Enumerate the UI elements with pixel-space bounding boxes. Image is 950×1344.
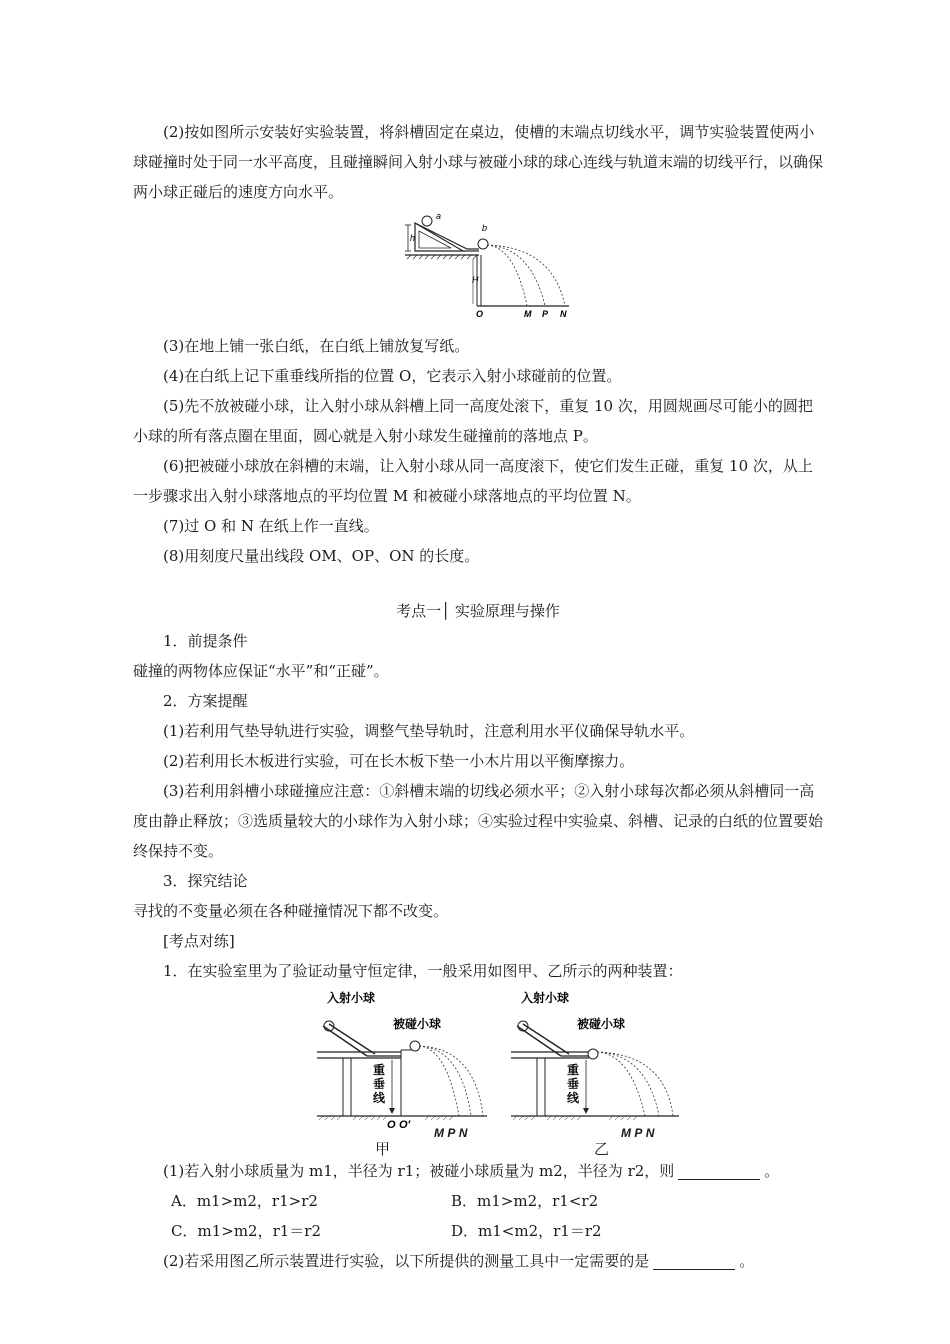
ball-a	[422, 216, 432, 226]
figure-yi	[509, 988, 684, 1128]
label-P: P	[542, 309, 549, 319]
label-h: h	[410, 233, 416, 243]
q1-part2: (2)若采用图乙所示装置进行实验，以下所提供的测量工具中一定需要的是 。	[163, 1252, 755, 1270]
yi-plumb-3: 线	[567, 1091, 580, 1105]
answer-blank-2[interactable]	[653, 1253, 735, 1270]
yi-incident-label: 入射小球	[521, 991, 570, 1005]
jia-plumb-3: 线	[373, 1091, 386, 1105]
step-5: (5)先不放被碰小球，让入射小球从斜槽上同一高度处滚下，重复 10 次，用圆规画尽可能小的圆把小球的所有落点圈在里面，圆心就是入射小球发生碰撞前的落地点 P。	[133, 397, 813, 445]
figure-jia	[315, 988, 490, 1128]
q1-stem: 1．在实验室里为了验证动量守恒定律，一般采用如图甲、乙所示的两种装置：	[163, 962, 683, 980]
sec2-item-2: (2)若利用长木板进行实验，可在长木板下垫一小木片用以平衡摩擦力。	[163, 752, 635, 770]
step-8: (8)用刻度尺量出线段 OM、OP、ON 的长度。	[163, 547, 480, 565]
setup-paragraph: (2)按如图所示安装好实验装置，将斜槽固定在桌边，使槽的末端点切线水平，调节实验装置使两小球碰撞时处于同一水平高度，且碰撞瞬间入射小球与被碰小球的球心连线与轨道末端的切线平行，以确保两小球正碰后的速度方向水平。	[133, 123, 824, 201]
label-O: O	[476, 309, 484, 319]
label-N: N	[560, 309, 567, 319]
caption-jia: 甲	[375, 1140, 391, 1158]
step-4: (4)在白纸上记下重垂线所指的位置 O，它表示入射小球碰前的位置。	[163, 367, 622, 385]
jia-label-O: O	[387, 1119, 396, 1128]
jia-label-O2: O′	[399, 1119, 411, 1128]
jia-plumb-1: 重	[373, 1063, 386, 1077]
option-b[interactable]: B．m1>m2，r1<r2	[451, 1192, 599, 1210]
step-6: (6)把被碰小球放在斜槽的末端，让入射小球从同一高度滚下，使它们发生正碰，重复 10 次，从上一步骤求出入射小球落地点的平均位置 M 和被碰小球落地点的平均位置 N。	[133, 457, 813, 505]
jia-plumb-2: 垂	[373, 1077, 386, 1091]
yi-target-label: 被碰小球	[577, 1017, 626, 1031]
options-row-2	[133, 1216, 823, 1246]
answer-blank-1[interactable]	[678, 1163, 760, 1180]
label-H: H	[472, 275, 479, 285]
section-title: 考点一│ 实验原理与操作	[396, 602, 560, 620]
label-M: M	[524, 309, 532, 319]
jia-incident-label: 入射小球	[327, 991, 376, 1005]
option-a[interactable]: A．m1>m2，r1>r2	[171, 1192, 318, 1210]
label-a: a	[436, 211, 442, 221]
apparatus-diagram	[403, 211, 573, 319]
page-content	[133, 117, 823, 1276]
sec2-item-3: (3)若利用斜槽小球碰撞应注意：①斜槽末端的切线必须水平；②入射小球每次都必须从斜槽同一高度由静止释放；③选质量较大的小球作为入射小球；④实验过程中实验桌、斜槽、记录的白纸的位置要始终保持不变。	[133, 782, 824, 860]
yi-mpn: M P N	[621, 1126, 655, 1140]
yi-plumb-1: 重	[567, 1063, 580, 1077]
sec2-title: 2．方案提醒	[163, 692, 248, 710]
option-c[interactable]: C．m1>m2，r1＝r2	[171, 1222, 322, 1240]
label-b: b	[482, 223, 488, 233]
sec3-text: 寻找的不变量必须在各种碰撞情况下都不改变。	[133, 902, 449, 920]
sec1-text: 碰撞的两物体应保证“水平”和“正碰”。	[133, 662, 389, 680]
step-7: (7)过 O 和 N 在纸上作一直线。	[163, 517, 379, 535]
options-row-1	[133, 1186, 823, 1216]
sec2-item-1: (1)若利用气垫导轨进行实验，调整气垫导轨时，注意利用水平仪确保导轨水平。	[163, 722, 695, 740]
caption-yi: 乙	[594, 1140, 610, 1158]
apparatus-figures	[133, 988, 823, 1156]
jia-mpn: M P N	[434, 1126, 468, 1140]
step-3: (3)在地上铺一张白纸，在白纸上铺放复写纸。	[163, 337, 470, 355]
option-d[interactable]: D．m1<m2，r1＝r2	[451, 1222, 602, 1240]
ball-b	[478, 239, 488, 249]
practice-label: [考点对练]	[163, 932, 235, 950]
q1-part1: (1)若入射小球质量为 m1，半径为 r1；被碰小球质量为 m2，半径为 r2，则 。	[163, 1162, 780, 1180]
yi-plumb-2: 垂	[567, 1077, 580, 1091]
sec1-title: 1．前提条件	[163, 632, 248, 650]
sec3-title: 3．探究结论	[163, 872, 248, 890]
jia-target-label: 被碰小球	[393, 1017, 442, 1031]
